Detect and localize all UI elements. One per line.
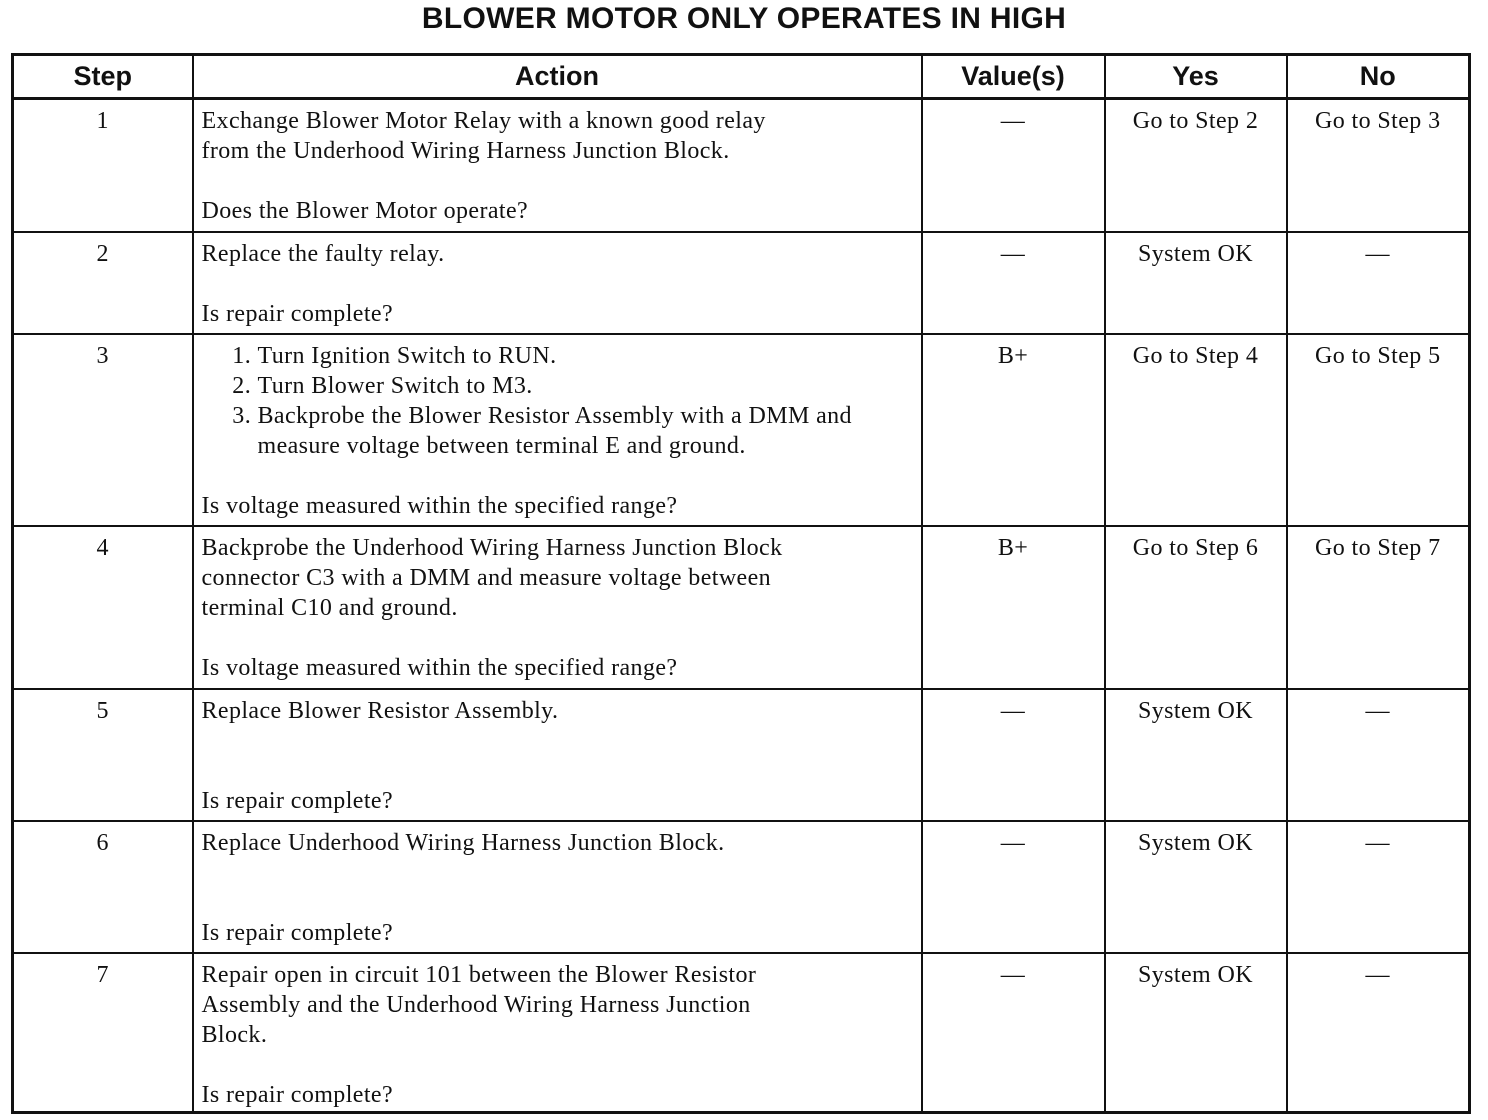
step-cell: 6 bbox=[13, 821, 193, 953]
value-cell: — bbox=[922, 689, 1105, 821]
action-question: Is repair complete? bbox=[201, 919, 394, 946]
table-row bbox=[13, 99, 1470, 232]
step-cell: 4 bbox=[13, 526, 193, 689]
action-cell bbox=[193, 232, 922, 334]
list-item: 3. Backprobe the Blower Resistor Assembly with a DMM and measure voltage between terminal E and ground. bbox=[258, 401, 911, 461]
value-cell: — bbox=[922, 953, 1105, 1113]
value-cell: — bbox=[922, 232, 1105, 334]
action-line: connector C3 with a DMM and measure voltage between bbox=[201, 564, 772, 591]
no-cell: — bbox=[1287, 689, 1470, 821]
step-cell: 1 bbox=[13, 99, 193, 232]
value-cell: B+ bbox=[922, 334, 1105, 526]
action-cell bbox=[193, 821, 922, 953]
table-row bbox=[13, 953, 1470, 1113]
action-question: Is repair complete? bbox=[201, 1081, 394, 1108]
action-question: Is repair complete? bbox=[201, 787, 394, 814]
action-question: Is voltage measured within the specified range? bbox=[201, 654, 678, 681]
yes-cell: System OK bbox=[1105, 232, 1287, 334]
action-question: Does the Blower Motor operate? bbox=[201, 198, 529, 224]
table-row bbox=[13, 526, 1470, 689]
diagnostic-table bbox=[11, 53, 1471, 1114]
action-line: Backprobe the Underhood Wiring Harness Junction Block bbox=[201, 534, 783, 561]
action-cell bbox=[193, 953, 922, 1113]
no-cell: — bbox=[1287, 232, 1470, 334]
no-cell: Go to Step 5 bbox=[1287, 334, 1470, 526]
header-yes: Yes bbox=[1105, 55, 1287, 99]
yes-cell: System OK bbox=[1105, 953, 1287, 1113]
action-question: Is repair complete? bbox=[201, 300, 394, 327]
action-line: Block. bbox=[201, 1021, 268, 1048]
action-line: Exchange Blower Motor Relay with a known good relay bbox=[201, 108, 766, 134]
action-line: Repair open in circuit 101 between the Blower Resistor bbox=[201, 961, 757, 988]
action-cell bbox=[193, 334, 922, 526]
list-item: 2. Turn Blower Switch to M3. bbox=[258, 371, 911, 401]
action-question: Is voltage measured within the specified range? bbox=[201, 492, 678, 519]
no-cell: Go to Step 7 bbox=[1287, 526, 1470, 689]
yes-cell: Go to Step 4 bbox=[1105, 334, 1287, 526]
action-cell bbox=[193, 99, 922, 232]
header-step: Step bbox=[13, 55, 193, 99]
table-row bbox=[13, 821, 1470, 953]
step-cell: 5 bbox=[13, 689, 193, 821]
no-cell: — bbox=[1287, 821, 1470, 953]
action-line: Replace the faulty relay. bbox=[201, 240, 445, 267]
action-cell bbox=[193, 526, 922, 689]
no-cell: Go to Step 3 bbox=[1287, 99, 1470, 232]
list-item: 1. Turn Ignition Switch to RUN. bbox=[258, 341, 911, 371]
yes-cell: System OK bbox=[1105, 821, 1287, 953]
value-cell: — bbox=[922, 821, 1105, 953]
value-cell: B+ bbox=[922, 526, 1105, 689]
action-cell bbox=[193, 689, 922, 821]
yes-cell: System OK bbox=[1105, 689, 1287, 821]
header-values: Value(s) bbox=[922, 55, 1105, 99]
step-cell: 2 bbox=[13, 232, 193, 334]
header-no: No bbox=[1287, 55, 1470, 99]
yes-cell: Go to Step 6 bbox=[1105, 526, 1287, 689]
step-cell: 3 bbox=[13, 334, 193, 526]
action-line: Replace Blower Resistor Assembly. bbox=[201, 697, 559, 724]
page-title: BLOWER MOTOR ONLY OPERATES IN HIGH bbox=[421, 2, 1067, 35]
action-line: from the Underhood Wiring Harness Junction Block. bbox=[201, 138, 730, 164]
value-cell: — bbox=[922, 99, 1105, 232]
table-row bbox=[13, 232, 1470, 334]
header-action: Action bbox=[193, 55, 922, 99]
action-line: Assembly and the Underhood Wiring Harness Junction bbox=[201, 991, 751, 1018]
yes-cell: Go to Step 2 bbox=[1105, 99, 1287, 232]
step-cell: 7 bbox=[13, 953, 193, 1113]
table-row bbox=[13, 334, 1470, 526]
action-steps-list bbox=[202, 341, 911, 461]
table-row bbox=[13, 689, 1470, 821]
table-header-row bbox=[13, 55, 1470, 99]
action-line: terminal C10 and ground. bbox=[201, 594, 458, 621]
action-line: Replace Underhood Wiring Harness Junction Block. bbox=[201, 829, 725, 856]
no-cell: — bbox=[1287, 953, 1470, 1113]
